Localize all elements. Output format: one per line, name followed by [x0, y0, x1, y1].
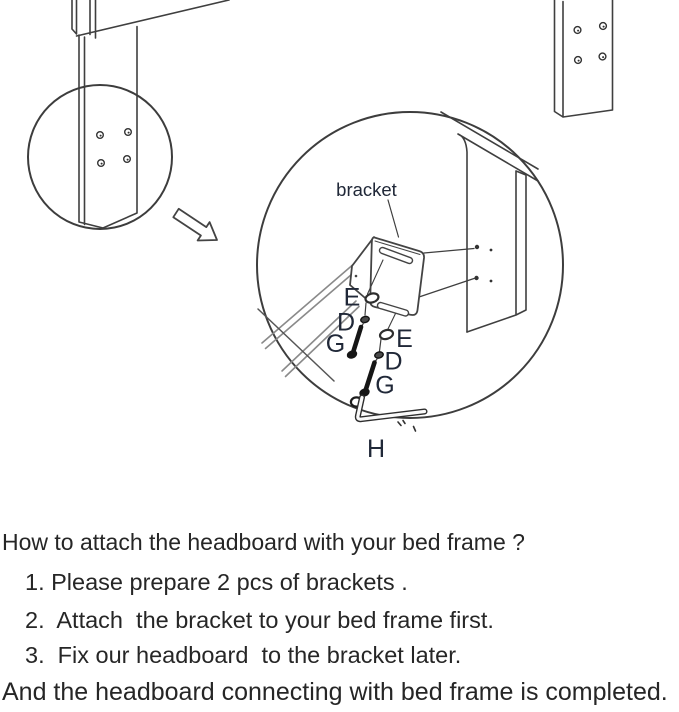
bracket-pointer-line — [388, 200, 399, 237]
part-label-e2: E — [396, 325, 413, 353]
flange-hole — [355, 275, 358, 278]
post-edges — [467, 171, 526, 332]
leg-screw-holes — [97, 129, 132, 167]
bolt-direction-line — [419, 279, 474, 298]
part-label-g1: G — [325, 330, 346, 358]
part-label-e1: E — [343, 283, 361, 312]
bolt-head — [346, 349, 359, 360]
part-label-h: H — [366, 435, 386, 463]
bracket-label: bracket — [336, 179, 397, 200]
bed-rail-edge — [441, 112, 538, 169]
spring-washer-icon — [374, 351, 384, 359]
part-label-d1: D — [336, 308, 356, 337]
screw-hole — [475, 245, 479, 249]
headboard-corner-drawing — [28, 0, 229, 229]
instruction-step-3: 3. Fix our headboard to the bracket later. — [25, 642, 462, 668]
allen-key-icon — [351, 397, 425, 419]
headboard-board-edges — [72, 0, 229, 38]
part-label-g2: G — [375, 371, 395, 400]
screw-hole — [474, 276, 478, 280]
magnified-detail — [257, 112, 563, 463]
stray-marks — [398, 421, 416, 432]
zoom-arrow-icon — [173, 209, 217, 241]
bolt-icon — [366, 363, 375, 390]
part-label-d2: D — [384, 347, 403, 376]
instruction-step-2: 2. Attach the bracket to your bed frame first. — [25, 607, 494, 633]
post-screw-holes — [574, 23, 606, 64]
instruction-step-1: 1. Please prepare 2 pcs of brackets . — [25, 569, 408, 595]
bed-post-top-right — [555, 0, 613, 117]
spring-washer-icon — [360, 315, 370, 323]
screw-hole — [490, 280, 493, 283]
screw-hole — [490, 249, 493, 252]
instructions-conclusion: And the headboard connecting with bed frame is completed. — [2, 678, 668, 706]
bracket-drawing — [350, 237, 424, 315]
post-holes — [474, 245, 492, 283]
bolt-axis-line — [388, 314, 396, 331]
small-magnifier-circle — [28, 85, 172, 229]
bed-frame-post-drawing — [441, 112, 538, 332]
headboard-leg-edges — [79, 27, 137, 229]
instructions-title: How to attach the headboard with your bed frame ? — [2, 529, 525, 555]
